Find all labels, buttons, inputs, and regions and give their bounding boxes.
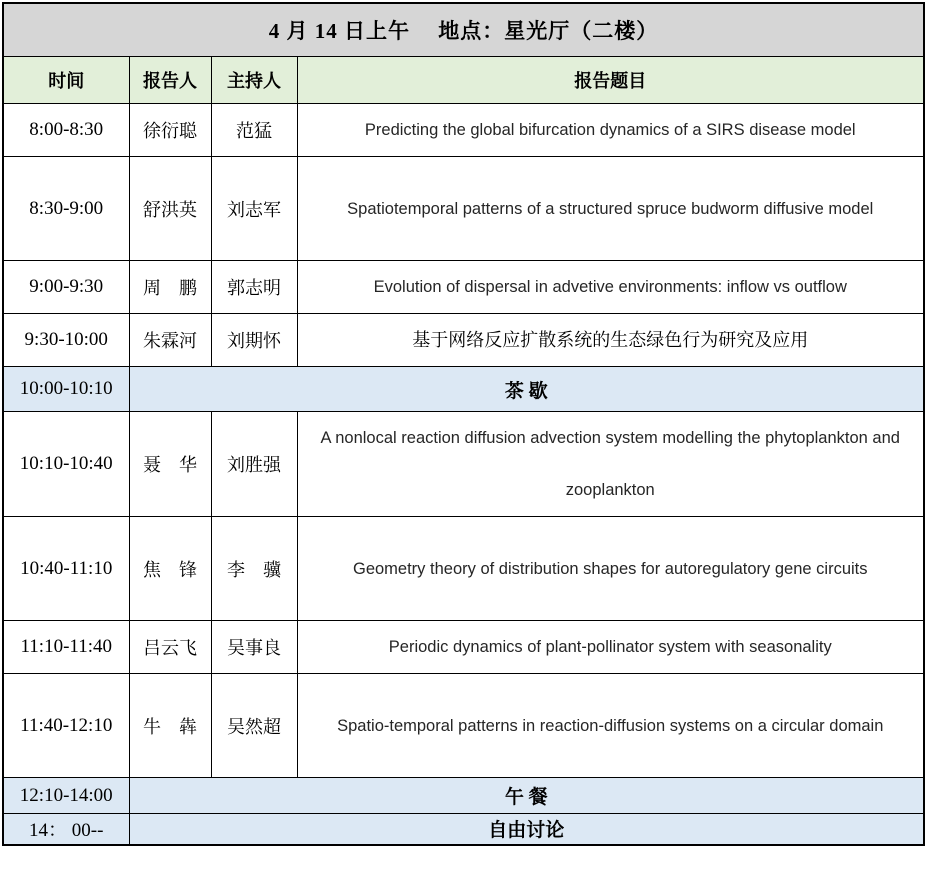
- speaker-cell: 周 鹏: [129, 261, 211, 314]
- topic-cell: Spatiotemporal patterns of a structured spruce budworm diffusive model: [297, 157, 924, 261]
- talk-row: [3, 517, 924, 621]
- chair-cell: 吴事良: [211, 621, 297, 674]
- document-page: [2, 2, 925, 846]
- column-header-time: 时间: [3, 57, 129, 104]
- column-header-chair: 主持人: [211, 57, 297, 104]
- time-cell: 12:10-14:00: [3, 778, 129, 814]
- time-cell: 14： 00--: [3, 814, 129, 845]
- talk-row: [3, 261, 924, 314]
- speaker-cell: 徐衍聪: [129, 104, 211, 157]
- table-title: 4 月 14 日上午 地点：星光厅（二楼）: [3, 3, 924, 57]
- break-row-tea: [3, 367, 924, 412]
- topic-cell: Predicting the global bifurcation dynamics of a SIRS disease model: [297, 104, 924, 157]
- break-label-cell: 自由讨论: [129, 814, 924, 845]
- chair-cell: 郭志明: [211, 261, 297, 314]
- time-cell: 10:10-10:40: [3, 412, 129, 517]
- chair-cell: 范猛: [211, 104, 297, 157]
- time-cell: 8:00-8:30: [3, 104, 129, 157]
- talk-row: [3, 104, 924, 157]
- time-cell: 11:10-11:40: [3, 621, 129, 674]
- topic-cell: Spatio-temporal patterns in reaction-diffusion systems on a circular domain: [297, 674, 924, 778]
- speaker-cell: 吕云飞: [129, 621, 211, 674]
- topic-cell: Evolution of dispersal in advetive environments: inflow vs outflow: [297, 261, 924, 314]
- speaker-cell: 舒洪英: [129, 157, 211, 261]
- talk-row: [3, 412, 924, 517]
- chair-cell: 李 骥: [211, 517, 297, 621]
- chair-cell: 刘志军: [211, 157, 297, 261]
- break-row-free: [3, 814, 924, 845]
- topic-cell: 基于网络反应扩散系统的生态绿色行为研究及应用: [297, 314, 924, 367]
- chair-cell: 刘期怀: [211, 314, 297, 367]
- topic-cell: A nonlocal reaction diffusion advection system modelling the phytoplankton and zooplankton: [297, 412, 924, 517]
- schedule-table: [2, 2, 925, 846]
- break-label-cell: 午 餐: [129, 778, 924, 814]
- time-cell: 9:00-9:30: [3, 261, 129, 314]
- time-cell: 10:00-10:10: [3, 367, 129, 412]
- time-cell: 8:30-9:00: [3, 157, 129, 261]
- time-cell: 11:40-12:10: [3, 674, 129, 778]
- speaker-cell: 牛 犇: [129, 674, 211, 778]
- talk-row: [3, 621, 924, 674]
- time-cell: 9:30-10:00: [3, 314, 129, 367]
- speaker-cell: 聂 华: [129, 412, 211, 517]
- chair-cell: 吴然超: [211, 674, 297, 778]
- break-row-lunch: [3, 778, 924, 814]
- chair-cell: 刘胜强: [211, 412, 297, 517]
- topic-cell: Periodic dynamics of plant-pollinator system with seasonality: [297, 621, 924, 674]
- schedule-body: [3, 104, 924, 845]
- topic-cell: Geometry theory of distribution shapes for autoregulatory gene circuits: [297, 517, 924, 621]
- time-cell: 10:40-11:10: [3, 517, 129, 621]
- table-title-row: [3, 3, 924, 57]
- talk-row: [3, 314, 924, 367]
- column-header-speaker: 报告人: [129, 57, 211, 104]
- talk-row: [3, 157, 924, 261]
- speaker-cell: 朱霖河: [129, 314, 211, 367]
- break-label-cell: 茶 歇: [129, 367, 924, 412]
- column-header-topic: 报告题目: [297, 57, 924, 104]
- column-header-row: [3, 57, 924, 104]
- speaker-cell: 焦 锋: [129, 517, 211, 621]
- talk-row: [3, 674, 924, 778]
